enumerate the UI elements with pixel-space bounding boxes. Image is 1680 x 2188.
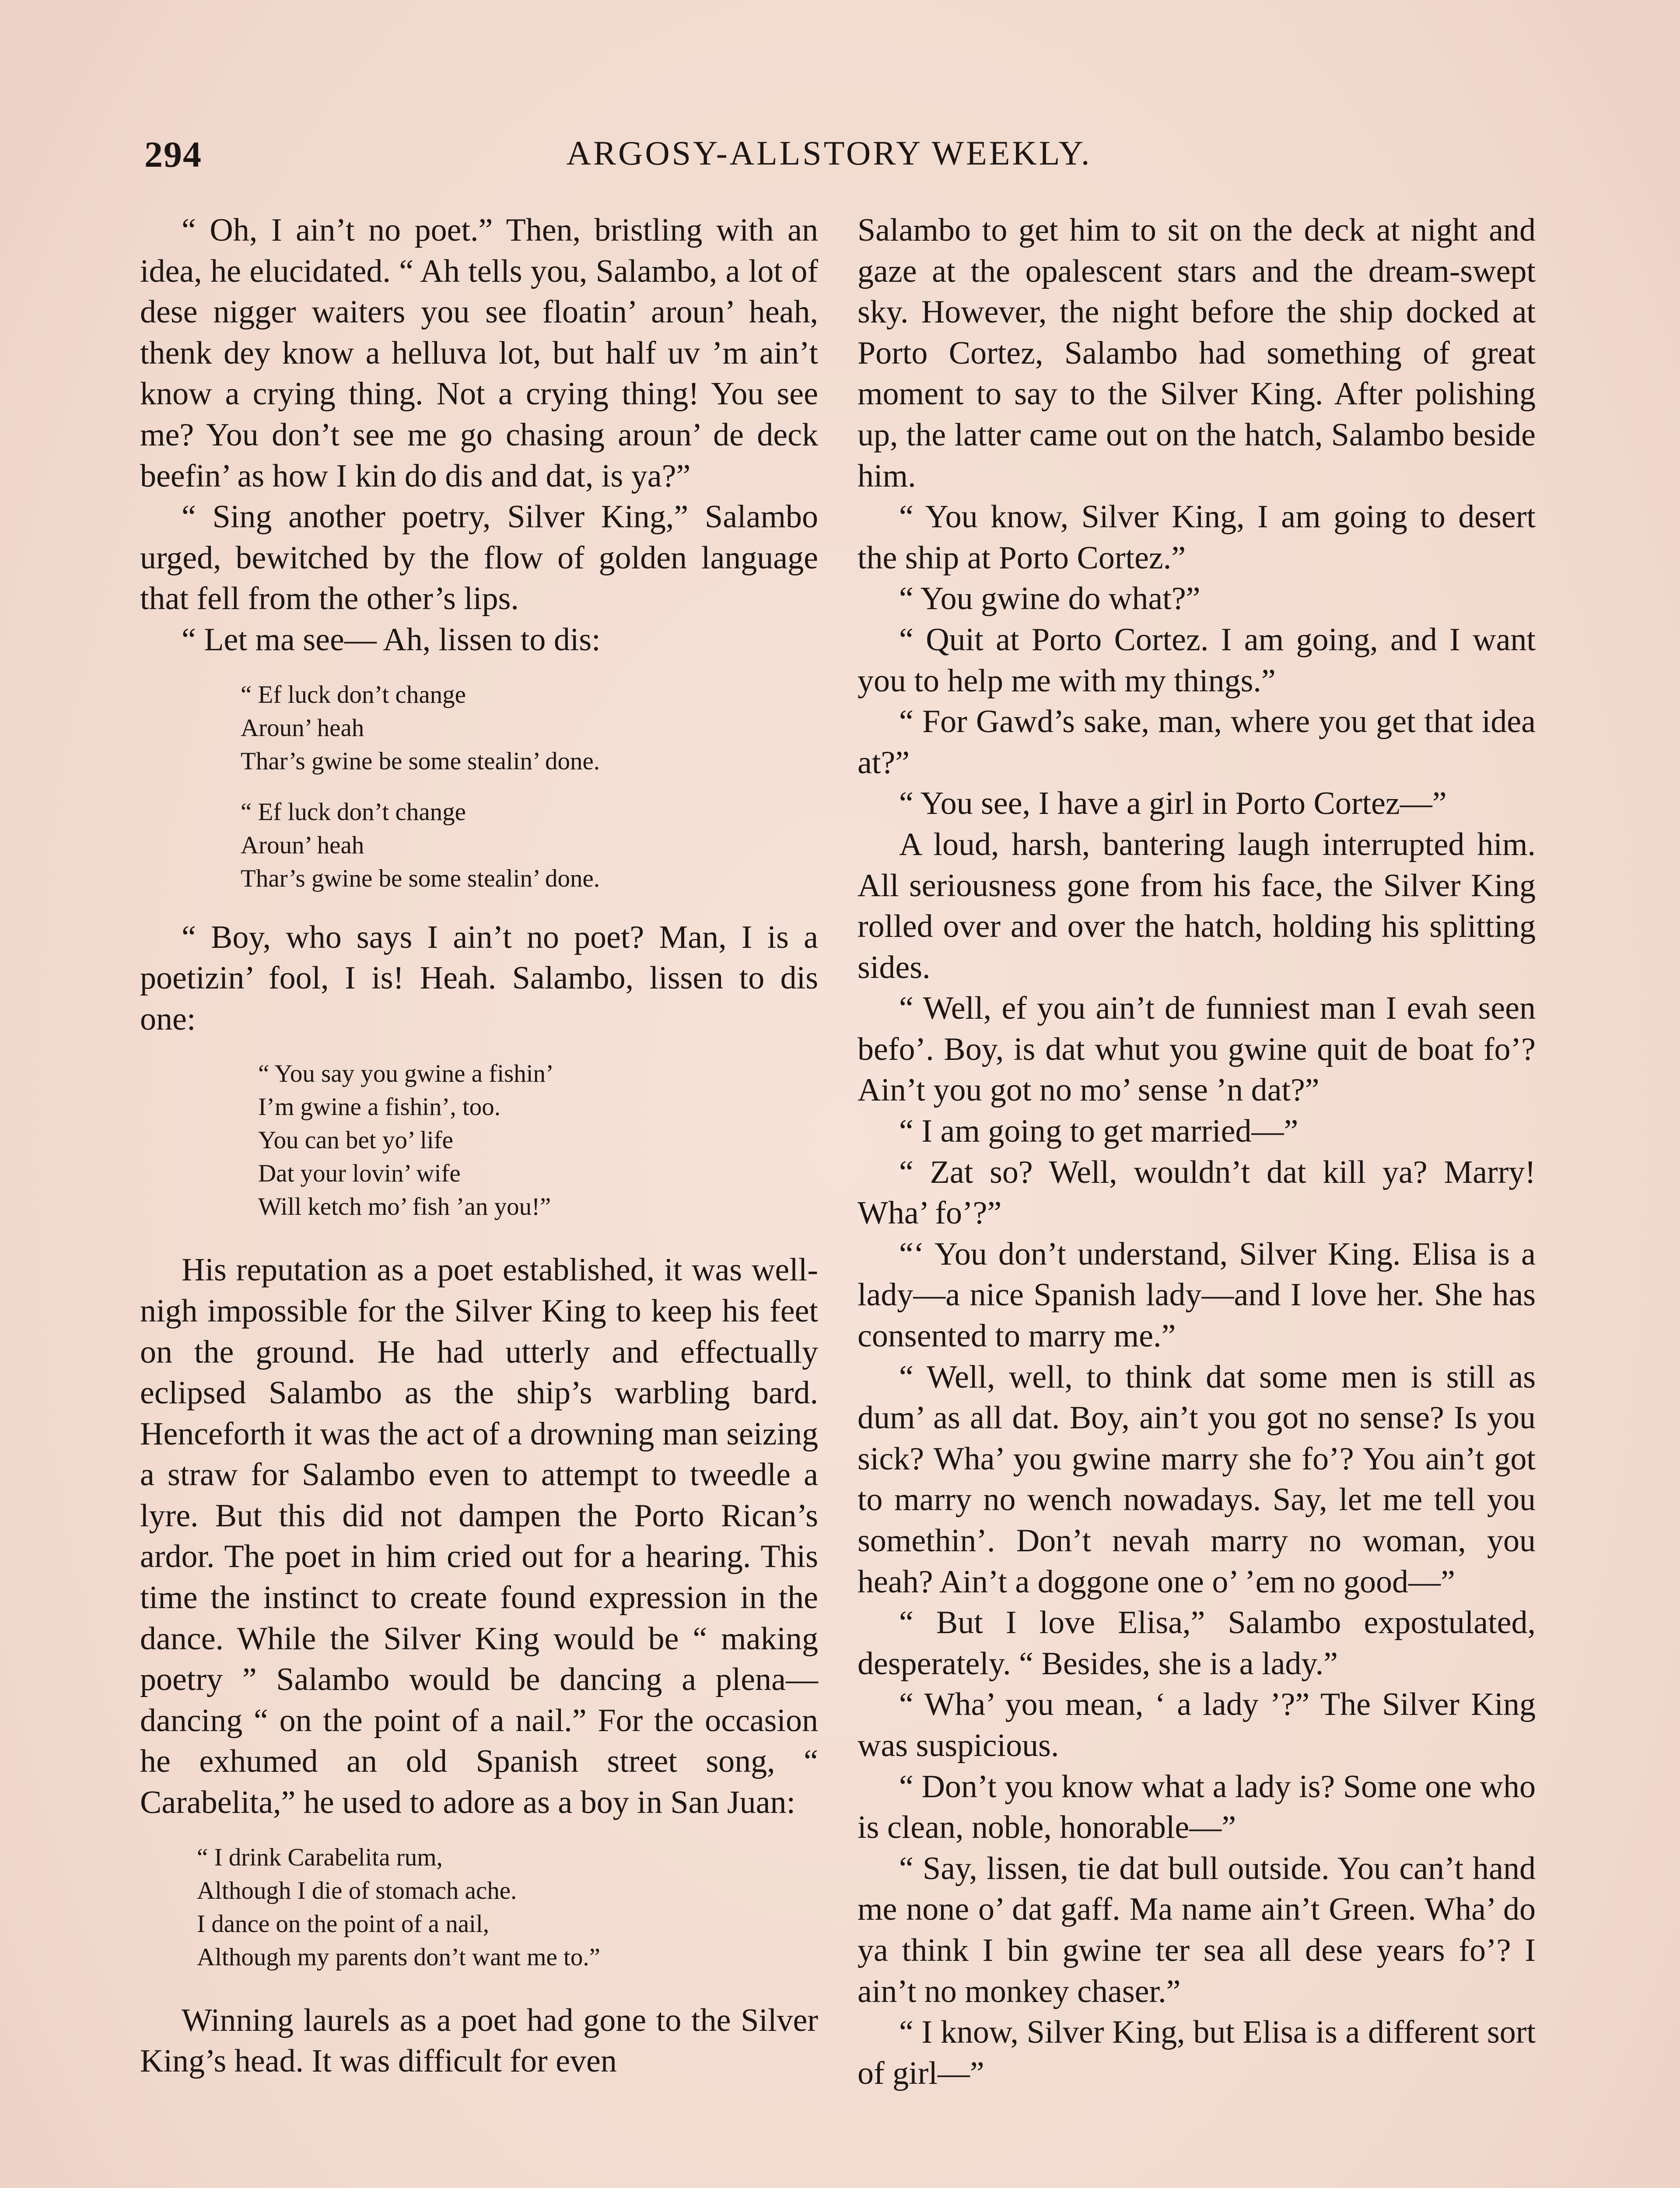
paragraph: “ Sing another poetry, Silver King,” Salambo urged, bewitched by the flow of golden language that fell from the other’s lips.	[140, 499, 818, 617]
paragraph: “ Oh, I ain’t no poet.” Then, bristling with an idea, he elucidated. “ Ah tells you, Salambo, a lot of dese nigger waiters you see floatin’ aroun’ heah, thenk dey know a helluva lot, but half uv ’m ain’t know a crying thing. Not a crying thing! You see me? You don’t see me go chasing aroun’ de deck beefin’ as how I kin do dis and dat, is ya?”	[140, 212, 818, 494]
verse-line: Thar’s gwine be some stealin’ done.	[241, 747, 600, 775]
verse-line: “ Ef luck don’t change	[241, 798, 466, 826]
paragraph: “ Zat so? Well, wouldn’t dat kill ya? Marry! Wha’ fo’?”	[858, 1154, 1536, 1231]
verse-line: Aroun’ heah	[241, 714, 364, 742]
running-head: ARGOSY-ALLSTORY WEEKLY.	[566, 134, 1092, 172]
paragraph: “ You know, Silver King, I am going to desert the ship at Porto Cortez.”	[858, 499, 1536, 576]
verse-line: Although my parents don’t want me to.”	[197, 1943, 600, 1971]
paragraph: Salambo to get him to sit on the deck at night and gaze at the opalescent stars and the dream-swept sky. However, the night before the ship docked at Porto Cortez, Salambo had something of great moment to say to the Silver King. After polishing up, the latter came out on the hatch, Salambo beside him.	[858, 212, 1536, 494]
paragraph: “ Don’t you know what a lady is? Some one who is clean, noble, honorable—”	[858, 1768, 1536, 1846]
paragraph: “ For Gawd’s sake, man, where you get that idea at?”	[858, 704, 1536, 781]
verse-stanza	[241, 796, 818, 895]
verse-line: “ I drink Carabelita rum,	[197, 1843, 443, 1871]
verse-line: I dance on the point of a nail,	[197, 1910, 489, 1938]
verse-stanza	[258, 1057, 818, 1224]
verse-line: I’m gwine a fishin’, too.	[258, 1093, 501, 1121]
paragraph: “ I know, Silver King, but Elisa is a different sort of girl—”	[858, 2014, 1536, 2091]
verse-line: Dat your lovin’ wife	[258, 1160, 461, 1188]
verse-stanza	[197, 1841, 818, 1974]
paragraph: “ Let ma see— Ah, lissen to dis:	[182, 621, 601, 658]
verse-line: Will ketch mo’ fish ’an you!”	[258, 1193, 551, 1221]
page-header	[144, 133, 1514, 182]
verse-line: Thar’s gwine be some stealin’ done.	[241, 864, 600, 892]
paragraph: “ Say, lissen, tie dat bull outside. You can’t hand me none o’ dat gaff. Ma name ain’t Green. Wha’ do ya think I bin gwine ter sea all dese years fo’? I ain’t no monkey chaser.”	[858, 1850, 1536, 2009]
paragraph: “ You gwine do what?”	[899, 581, 1200, 617]
verse-line: “ Ef luck don’t change	[241, 680, 466, 708]
paragraph: His reputation as a poet established, it was well-nigh impossible for the Silver King to keep his feet on the ground. He had utterly and effectually eclipsed Salambo as the ship’s warbling bard. Henceforth it was the act of a drowning man seizing a straw for Salambo even to attempt to tweedle a lyre. But this did not dampen the Porto Rican’s ardor. The poet in him cried out for a hearing. This time the instinct to create found expression in the dance. While the Silver King would be “ making poetry ” Salambo would be dancing a plena—dancing “ on the point of a nail.” For the occasion he exhumed an old Spanish street song, “ Carabelita,” he used to adore as a boy in San Juan:	[140, 1252, 818, 1821]
page-number: 294	[144, 134, 202, 175]
verse-line: “ You say you gwine a fishin’	[258, 1060, 554, 1088]
paragraph: “ I am going to get married—”	[899, 1113, 1298, 1150]
verse-line: Aroun’ heah	[241, 831, 364, 859]
paragraph: “ You see, I have a girl in Porto Cortez—”	[899, 785, 1447, 822]
verse-line: Although I die of stomach ache.	[197, 1876, 517, 1904]
paragraph: “ Boy, who says I ain’t no poet? Man, I is a poetizin’ fool, I is! Heah. Salambo, lissen to dis one:	[140, 919, 818, 1037]
paragraph: “ Well, well, to think dat some men is still as dum’ as all dat. Boy, ain’t you got no sense? Is you sick? Wha’ you gwine marry she fo’? You ain’t got to marry no wench nowadays. Say, let me tell you somethin’. Don’t nevah marry no woman, you heah? Ain’t a doggone one o’ ’em no good—”	[858, 1359, 1536, 1600]
paragraph: Winning laurels as a poet had gone to the Silver King’s head. It was difficult for even	[140, 2002, 818, 2079]
right-column	[858, 210, 1536, 2094]
paragraph: “‘ You don’t understand, Silver King. Elisa is a lady—a nice Spanish lady—and I love her. She has consented to marry me.”	[858, 1236, 1536, 1354]
paragraph: A loud, harsh, bantering laugh interrupted him. All seriousness gone from his face, the Silver King rolled over and over the hatch, holding his splitting sides.	[858, 826, 1536, 985]
paragraph: “ Well, ef you ain’t de funniest man I evah seen befo’. Boy, is dat whut you gwine quit de boat fo’? Ain’t you got no mo’ sense ’n dat?”	[858, 990, 1536, 1108]
left-column	[140, 210, 818, 2082]
verse-stanza	[241, 678, 818, 778]
verse-line: You can bet yo’ life	[258, 1126, 453, 1154]
paragraph: “ Quit at Porto Cortez. I am going, and I want you to help me with my things.”	[858, 621, 1536, 699]
paragraph: “ Wha’ you mean, ‘ a lady ’?” The Silver King was suspicious.	[858, 1687, 1536, 1764]
paragraph: “ But I love Elisa,” Salambo expostulated, desperately. “ Besides, she is a lady.”	[858, 1605, 1536, 1682]
